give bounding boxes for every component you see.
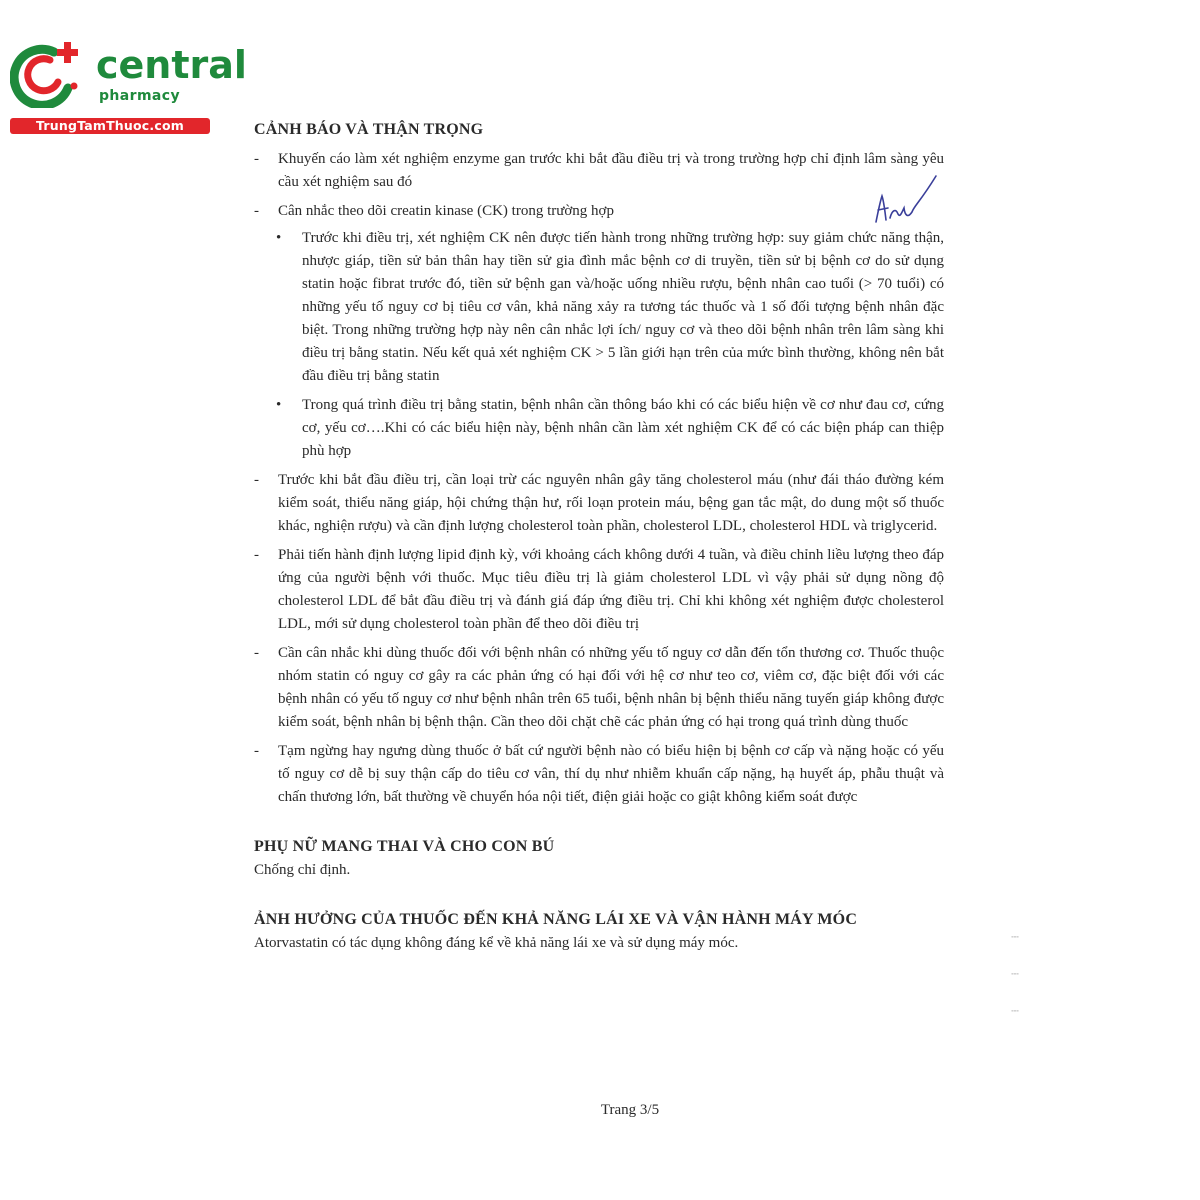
list-item-text: Trước khi bắt đầu điều trị, cần loại trừ các nguyên nhân gây tăng cholesterol máu (như đái tháo đường kém kiểm soát, thiểu năng giáp, hội chứng thận hư, rối loạn protein máu, bệng gan tắc mật, do dung một số thuốc khác, nghiện rượu) và cần định lượng cholesterol toàn phần, cholesterol LDL, cholesterol HDL và triglycerid. (278, 472, 944, 534)
document-body (254, 118, 944, 955)
list-item-text: Khuyến cáo làm xét nghiệm enzyme gan trước khi bắt đầu điều trị và trong trường hợp chỉ định lâm sàng yêu cầu xét nghiệm sau đó (278, 151, 944, 190)
brand-subtitle: pharmacy (99, 88, 180, 104)
pharmacy-cross-logo-icon (10, 38, 90, 108)
bullet-dot-icon: • (276, 230, 282, 246)
section-heading-warnings: CẢNH BÁO VÀ THẬN TRỌNG (254, 121, 484, 138)
page-number: Trang 3/5 (600, 1102, 660, 1118)
list-item-text: Tạm ngừng hay ngưng dùng thuốc ở bất cứ người bệnh nào có biểu hiện bị bệnh cơ cấp và nặng hoặc có yếu tố nguy cơ dễ bị suy thận cấp do tiêu cơ vân, thí dụ như nhiễm khuẩn cấp nặng, hạ huyết áp, phẫu thuật và chấn thương lớn, bất thường về chuyển hóa nội tiết, điện giải hoặc co giật không kiểm soát được (278, 743, 944, 805)
list-item: - Trước khi bắt đầu điều trị, cần loại trừ các nguyên nhân gây tăng cholesterol máu (như đái tháo đường kém kiểm soát, thiểu năng giáp, hội chứng thận hư, rối loạn protein máu, bệng gan tắc mật, do dung một số thuốc khác, nghiện rượu) và cần định lượng cholesterol toàn phần, cholesterol LDL, cholesterol HDL và triglycerid. (254, 472, 944, 534)
list-item-text: Phải tiến hành định lượng lipid định kỳ, với khoảng cách không dưới 4 tuần, và điều chỉnh liều lượng theo đáp ứng của người bệnh với thuốc. Mục tiêu điều trị là giảm cholesterol LDL vì vậy phải sử dụng nồng độ cholesterol LDL để bắt đầu điều trị và đánh giá đáp ứng điều trị. Chỉ khi không xét nghiệm được cholesterol LDL, mới sử dụng cholesterol toàn phần để theo dõi điều trị (278, 547, 944, 632)
list-item: - Phải tiến hành định lượng lipid định kỳ, với khoảng cách không dưới 4 tuần, và điều chỉnh liều lượng theo đáp ứng của người bệnh với thuốc. Mục tiêu điều trị là giảm cholesterol LDL vì vậy phải sử dụng nồng độ cholesterol LDL để bắt đầu điều trị và đánh giá đáp ứng điều trị. Chỉ khi không xét nghiệm được cholesterol LDL, mới sử dụng cholesterol toàn phần để theo dõi điều trị (254, 547, 944, 632)
scan-margin-marks: ⁞ ⁞ ⁞ (1008, 935, 1020, 1013)
bullet-item (254, 394, 944, 463)
bullet-list (254, 227, 944, 463)
section-heading-driving: ẢNH HƯỞNG CỦA THUỐC ĐẾN KHẢ NĂNG LÁI XE VÀ VẬN HÀNH MÁY MÓC (254, 911, 858, 928)
section-heading-pregnancy: PHỤ NỮ MANG THAI VÀ CHO CON BÚ (254, 838, 555, 855)
list-item-text: Cân nhắc theo dõi creatin kinase (CK) trong trường hợp (278, 203, 614, 219)
list-item: - Khuyến cáo làm xét nghiệm enzyme gan trước khi bắt đầu điều trị và trong trường hợp chỉ định lâm sàng yêu cầu xét nghiệm sau đó (254, 151, 944, 190)
brand-name: central (96, 43, 247, 87)
bullet-dot-icon: • (276, 397, 282, 413)
list-item: - Cân nhắc theo dõi creatin kinase (CK) trong trường hợp (254, 203, 614, 219)
brand-website-banner: TrungTamThuoc.com (10, 118, 210, 134)
list-item: - Cần cân nhắc khi dùng thuốc đối với bệnh nhân có những yếu tố nguy cơ dẫn đến tổn thương cơ. Thuốc thuộc nhóm statin có nguy cơ gây ra các phản ứng có hại đối với hệ cơ như teo cơ, viêm cơ, đặc biệt đối với các bệnh nhân có yếu tố nguy cơ như bệnh nhân trên 65 tuổi, bệnh nhân bị bệnh thiểu năng tuyến giáp không được kiểm soát, bệnh nhân bị bệnh thận. Cần theo dõi chặt chẽ các phản ứng có hại trong quá trình dùng thuốc (254, 645, 944, 730)
list-item: - Tạm ngừng hay ngưng dùng thuốc ở bất cứ người bệnh nào có biểu hiện bị bệnh cơ cấp và nặng hoặc có yếu tố nguy cơ dễ bị suy thận cấp do tiêu cơ vân, thí dụ như nhiễm khuẩn cấp nặng, hạ huyết áp, phẫu thuật và chấn thương lớn, bất thường về chuyển hóa nội tiết, điện giải hoặc co giật không kiểm soát được (254, 743, 944, 805)
section-text-driving: Atorvastatin có tác dụng không đáng kể về khả năng lái xe và sử dụng máy móc. (254, 935, 739, 951)
section-text-pregnancy: Chống chỉ định. (254, 862, 351, 878)
list-item-text: Cần cân nhắc khi dùng thuốc đối với bệnh nhân có những yếu tố nguy cơ dẫn đến tổn thương cơ. Thuốc thuộc nhóm statin có nguy cơ gây ra các phản ứng có hại đối với hệ cơ như teo cơ, viêm cơ, đặc biệt đối với các bệnh nhân có yếu tố nguy cơ như bệnh nhân trên 65 tuổi, bệnh nhân bị bệnh thiểu năng tuyến giáp không được kiểm soát, bệnh nhân bị bệnh thận. Cần theo dõi chặt chẽ các phản ứng có hại trong quá trình dùng thuốc (278, 645, 944, 730)
bullet-text: Trước khi điều trị, xét nghiệm CK nên được tiến hành trong những trường hợp: suy giảm chức năng thận, nhược giáp, tiền sử bản thân hay tiền sử gia đình mắc bệnh cơ di truyền, tiền sử bị bệnh cơ do sử dụng statin hoặc fibrat trước đó, tiền sử bệnh gan và/hoặc uống nhiều rượu, bệnh nhân cao tuổi (> 70 tuổi) có những yếu tố nguy cơ bị tiêu cơ vân, khả năng xảy ra tương tác thuốc và 1 số đối tượng bệnh nhân đặc biệt. Trong những trường hợp này nên cân nhắc lợi ích/ nguy cơ và theo dõi bệnh nhân trên lâm sàng khi điều trị bằng statin. Nếu kết quả xét nghiệm CK > 5 lần giới hạn trên của mức bình thường, không nên bắt đầu điều trị bằng statin (302, 230, 944, 384)
brand-logo (10, 38, 247, 138)
bullet-text: Trong quá trình điều trị bằng statin, bệnh nhân cần thông báo khi có các biểu hiện về cơ như đau cơ, cứng cơ, yếu cơ….Khi có các biểu hiện này, bệnh nhân cần làm xét nghiệm CK để có các biện pháp can thiệp phù hợp (302, 397, 944, 459)
bullet-item (254, 227, 944, 388)
